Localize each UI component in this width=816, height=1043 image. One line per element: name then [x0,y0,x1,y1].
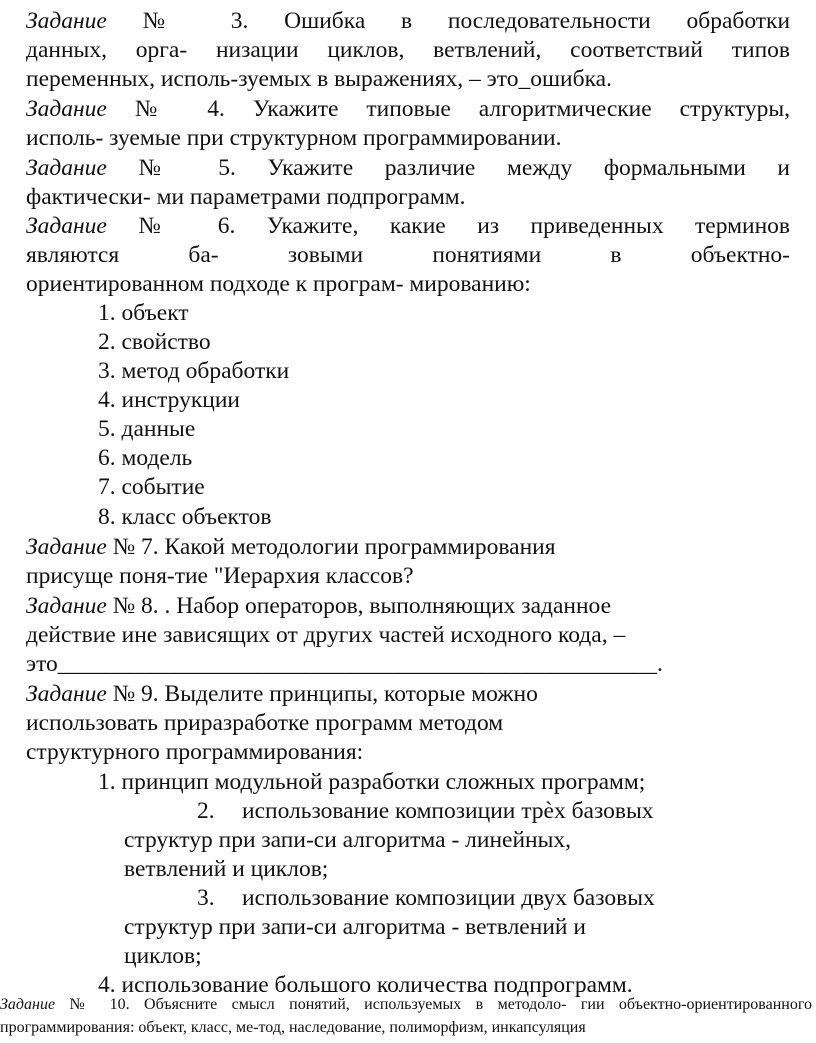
task-number: № 3. [142,8,249,34]
list-item-number: 3. [197,885,215,911]
task-number: № 10. [69,996,130,1013]
task5-line2: фактически- ми параметрами подпрограмм. [26,184,466,210]
list-item-cont: структур при запи-си алгоритма - ветвлений и [124,914,586,940]
list-item: 1. объект [98,300,189,326]
task4-line2: исполь- зуемые при структурном программировании. [26,125,562,151]
list-item: 2. свойство [98,329,211,355]
list-item-cont: ветвлений и циклов; [124,856,329,882]
list-item: 7. событие [98,474,205,500]
task3-line2: данных, орга- низации циклов, ветвлений, соответствий типов [26,37,790,63]
task-number: № 4. [134,96,225,122]
task6-line3: ориентированном подходе к програм- мированию: [26,271,531,297]
list-item: использование композиции трѐх базовых [242,798,654,824]
task6-line2: являются ба- зовыми понятиями в объектно- [26,242,790,268]
task-label: Задание [26,593,107,619]
task3-line3: переменных, исполь-зуемых в выражениях, – это_ошибка. [26,66,612,92]
task10-line1: Задание № 10. Объясните смысл понятий, используемых в методоло- гии объектно-ориентированного [0,996,813,1013]
task8-line3: это___________________________________________________. [26,651,663,677]
task-label: Задание [26,155,107,181]
list-item-cont: структур при запи-си алгоритма - линейных, [124,827,572,853]
task-label: Задание [26,96,107,122]
list-item: 4. использование большого количества подпрограмм. [98,972,633,998]
list-item: 5. данные [98,416,196,442]
list-item: 3. метод обработки [98,358,290,384]
list-item: 4. инструкции [98,387,240,413]
list-item-number: 2. [197,798,215,824]
task9-line3: структурного программирования: [26,739,364,765]
task-label: Задание [0,996,56,1013]
task-label: Задание [26,8,107,34]
task-number: № 7. [112,534,159,560]
task-label: Задание [26,213,107,239]
task3-line1: Задание № 3. Ошибка в последовательности обработки [26,8,791,34]
list-item: использование композиции двух базовых [242,885,655,911]
task10-line2: программирования: объект, класс, ме-тод, наследование, полиморфизм, инкапсуляция [0,1019,586,1036]
task-number: № 6. [138,213,236,239]
task6-line1: Задание № 6. Укажите, какие из приведенных терминов [26,213,791,239]
task5-line1: Задание № 5. Укажите различие между формальными и [26,155,791,181]
task9-line2: использовать приразработке программ методом [26,710,504,736]
task-number: № 8. . [112,593,171,619]
task4-line1: Задание № 4. Укажите типовые алгоритмические структуры, [26,96,791,122]
task-label: Задание [26,534,107,560]
list-item: 8. класс объектов [98,504,272,530]
task7-line1: Задание № 7. Какой методологии программирования [26,534,556,560]
task9-line1: Задание № 9. Выделите принципы, которые можно [26,681,538,707]
task8-line2: действие ине зависящих от других частей исходного кода, – [26,622,626,648]
list-item-cont: циклов; [124,943,202,969]
task-number: № 9. [112,681,159,707]
task-label: Задание [26,681,107,707]
list-item: 6. модель [98,445,193,471]
list-item: 1. принцип модульной разработки сложных программ; [98,769,646,795]
task-number: № 5. [138,155,236,181]
task8-line1: Задание № 8. . Набор операторов, выполняющих заданное [26,593,612,619]
task7-line2: присуще поня-тие "Иерархия классов? [26,563,414,589]
